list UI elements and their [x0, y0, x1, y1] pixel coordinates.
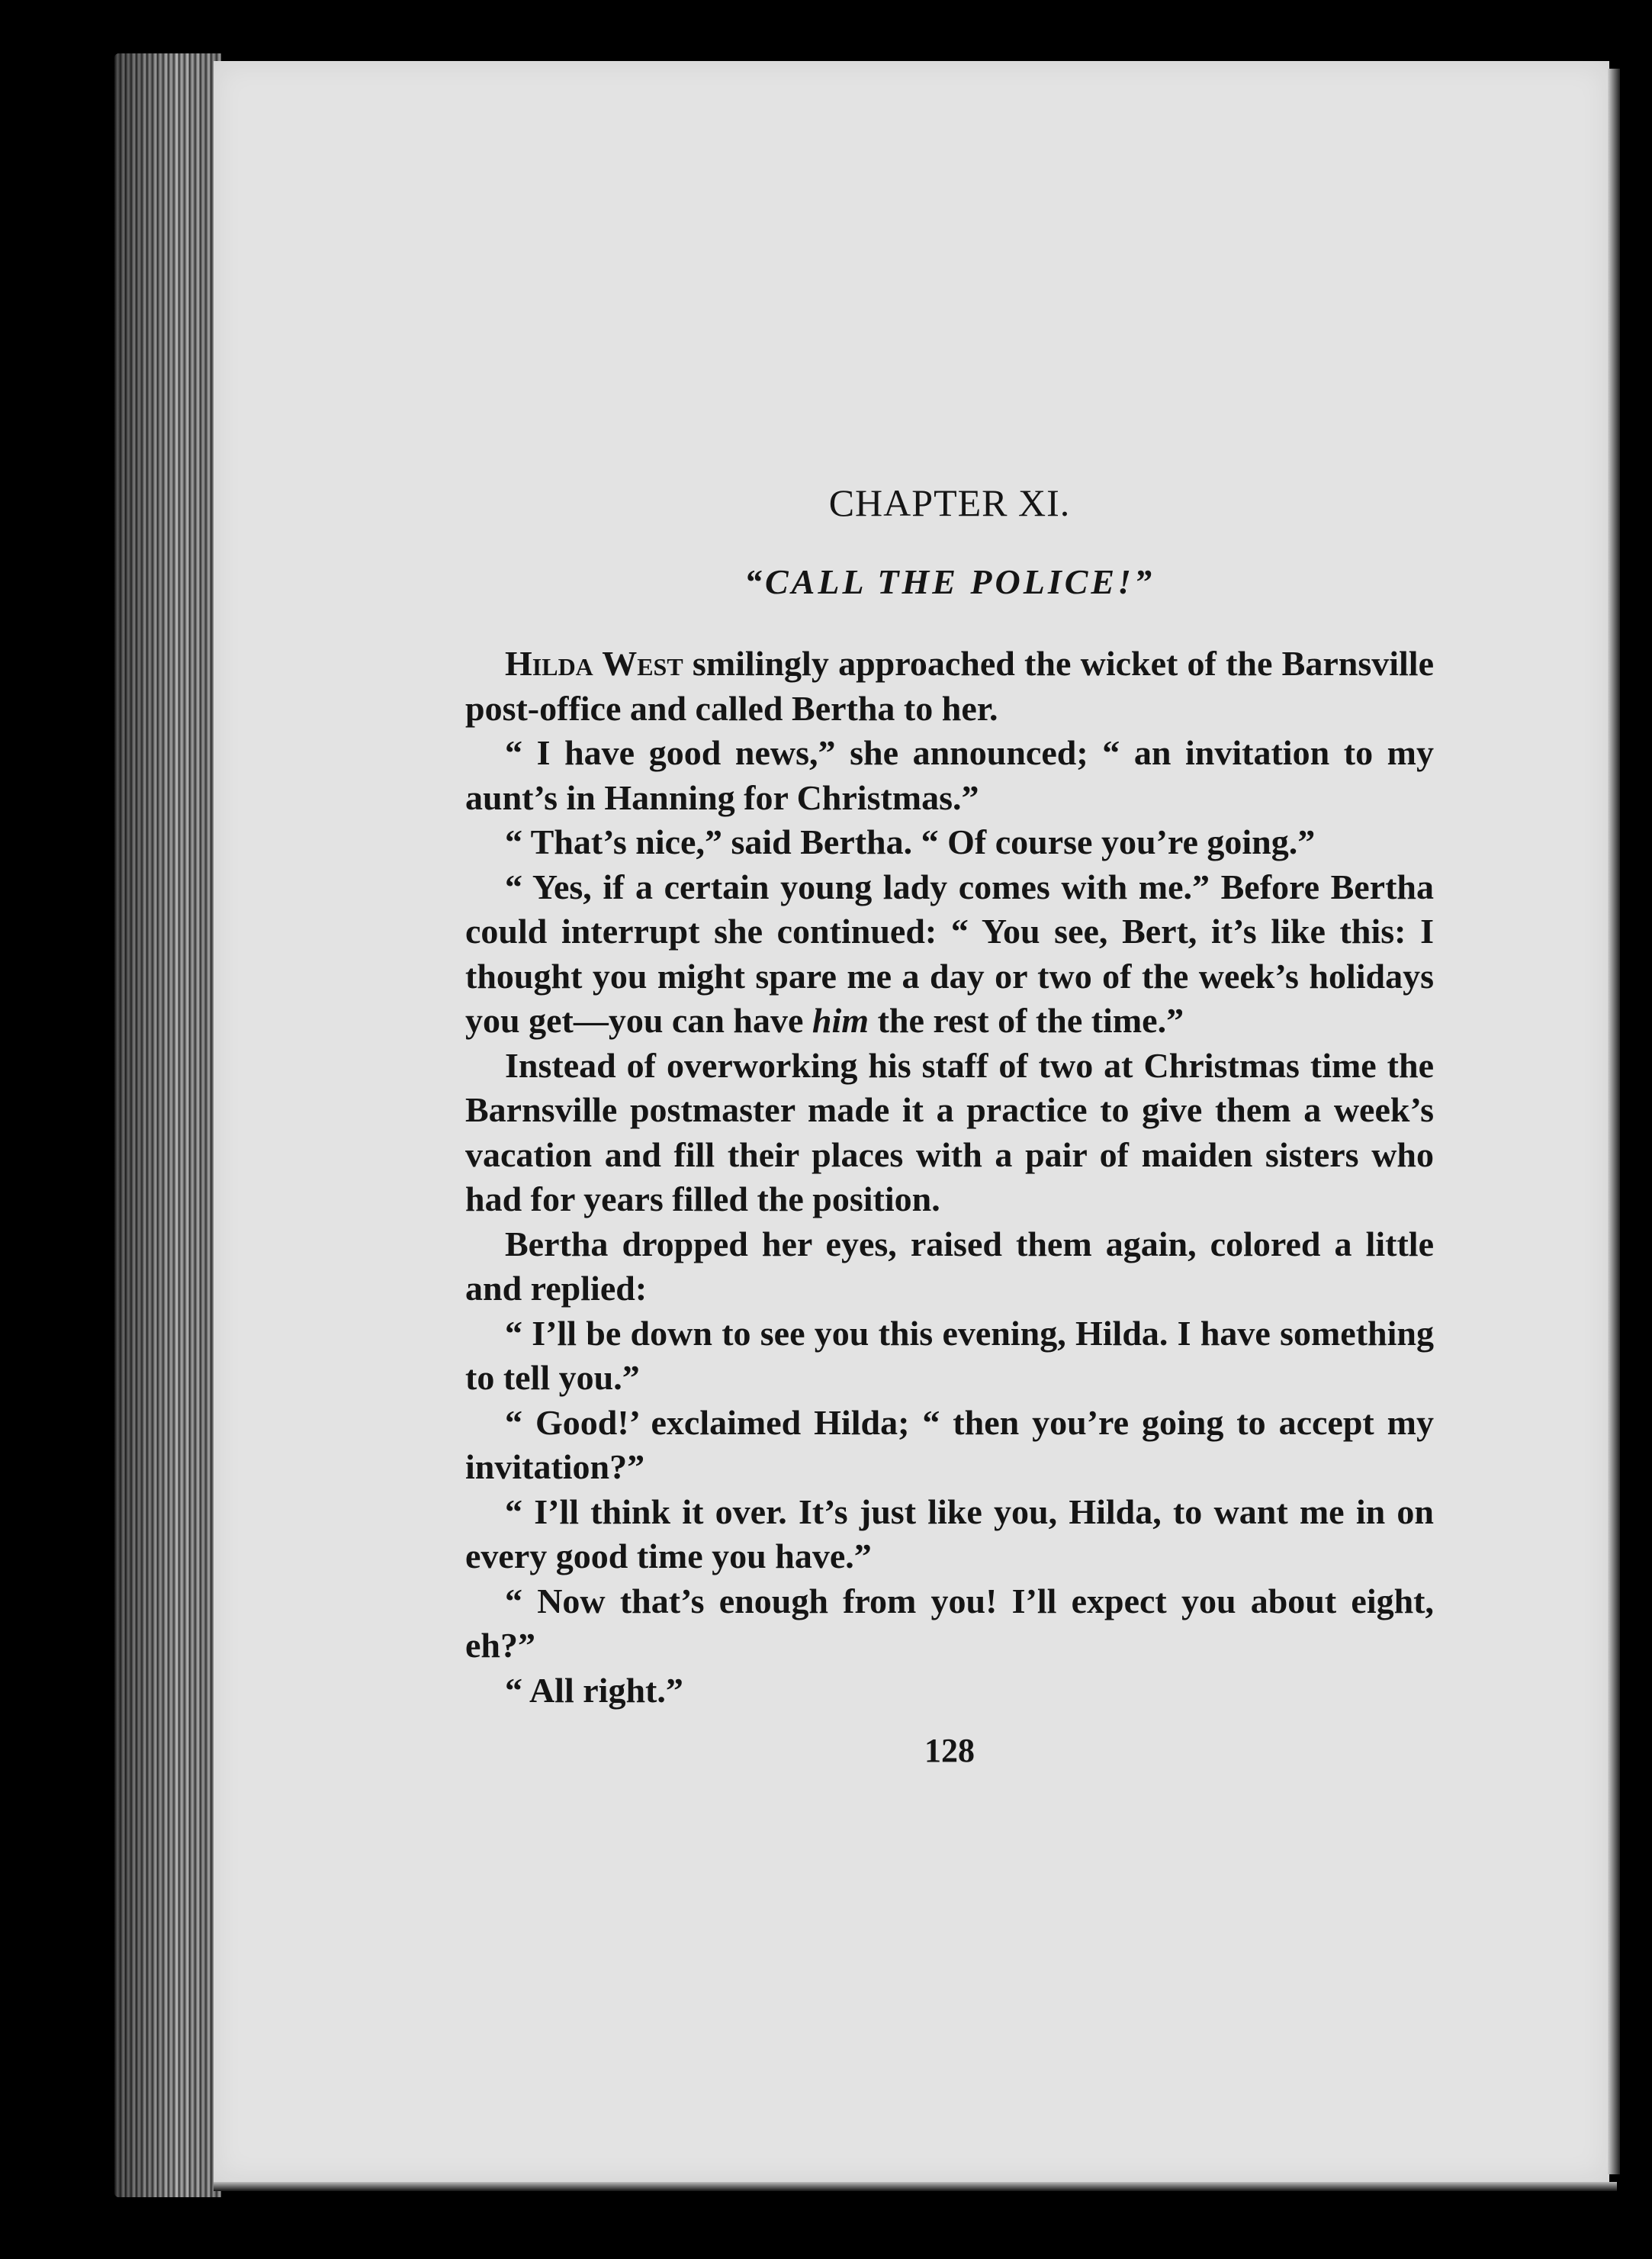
chapter-title: “CALL THE POLICE!” — [744, 562, 1155, 601]
paragraph-2: “ I have good news,” she announced; “ an invitation to my aunt’s in Hanning for Christmas.” — [465, 733, 1434, 817]
paragraph-1 — [465, 642, 1434, 731]
paragraph-9: “ I’ll think it over. It’s just like you, Hilda, to want me in on every good time you have.” — [465, 1492, 1434, 1575]
paragraph-3: “ That’s nice,” said Bertha. “ Of course you’re going.” — [505, 822, 1316, 861]
paragraph-8: “ Good!’ exclaimed Hilda; “ then you’re going to accept my invitation?” — [465, 1402, 1434, 1486]
paragraph-10: “ Now that’s enough from you! I’ll expect you about eight, eh?” — [465, 1581, 1434, 1665]
paragraph-6: Bertha dropped her eyes, raised them again, colored a little and replied: — [465, 1224, 1434, 1308]
paragraph-11: “ All right.” — [505, 1670, 683, 1710]
page-edges-shadow — [114, 53, 221, 2197]
page-right-edge — [1608, 69, 1620, 2174]
paragraph-text: smilingly approached the wicket of the Barnsville post-office and called Bertha to her. — [465, 644, 1434, 728]
paragraph-5: Instead of overworking his staff of two at Christmas time the Barnsville postmaster made it a practice to give them a week’s vacation and fill their places with a pair of maiden sisters who had for years filled the position. — [465, 1045, 1434, 1218]
page-text-block — [465, 481, 1434, 1770]
chapter-number: CHAPTER XI. — [828, 481, 1071, 524]
page-bottom-edge — [214, 2182, 1617, 2191]
paragraph-text-after: the rest of the time.” — [869, 1001, 1184, 1040]
paragraph-4 — [465, 865, 1434, 1044]
paragraph-lead-name: Hilda West — [505, 644, 683, 683]
paragraph-emphasis: him — [812, 1001, 869, 1040]
paragraph-7: “ I’ll be down to see you this evening, Hilda. I have something to tell you.” — [465, 1313, 1434, 1397]
paragraph-text-before: “ Yes, if a certain young lady comes with me.” Before Bertha could interrupt she continued: “ You see, Bert, it’s like this: I thought you might spare me a day or two of the week’s holidays you get—you can have — [465, 867, 1434, 1040]
page-number: 128 — [924, 1732, 975, 1769]
